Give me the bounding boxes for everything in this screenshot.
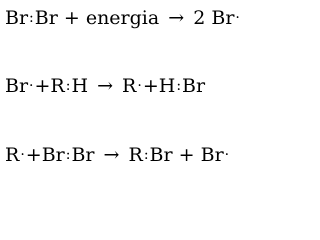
radical-dot: ·: [235, 10, 240, 26]
alkyl-group: R: [5, 144, 20, 166]
plus-sign: +: [34, 75, 51, 97]
electron-pair: :: [29, 10, 34, 26]
bromine-atom: Br: [211, 7, 235, 29]
reaction-arrow: →: [168, 7, 185, 29]
hydrogen-atom: H: [158, 75, 176, 97]
equation-bromine-homolysis: [5, 7, 241, 31]
plus-sign: +: [63, 7, 80, 29]
alkyl-group: R: [128, 144, 143, 166]
energy-term: energia: [85, 7, 160, 29]
electron-pair: :: [65, 78, 71, 94]
bromine-atom: Br: [71, 144, 95, 166]
bromine-atom: Br: [34, 7, 58, 29]
equation-chain-propagation: [5, 144, 230, 168]
alkyl-group: R: [122, 75, 137, 97]
plus-sign: +: [142, 75, 159, 97]
bromine-atom: Br: [5, 75, 29, 97]
reaction-arrow: →: [103, 144, 120, 166]
bromine-atom: Br: [182, 75, 206, 97]
bromine-atom: Br: [5, 7, 29, 29]
bromine-atom: Br: [149, 144, 173, 166]
radical-dot: ·: [224, 147, 230, 163]
electron-pair: :: [143, 147, 149, 163]
plus-sign: +: [178, 144, 195, 166]
alkyl-group: R: [50, 75, 65, 97]
electron-pair: :: [176, 78, 182, 94]
coefficient: 2: [193, 7, 206, 29]
electron-pair: :: [65, 147, 71, 163]
radical-dot: ·: [29, 78, 34, 94]
radical-dot: ·: [137, 78, 142, 94]
bromine-atom: Br: [41, 144, 65, 166]
reaction-arrow: →: [97, 75, 113, 97]
equation-hydrogen-abstraction: [5, 75, 205, 99]
plus-sign: +: [25, 144, 42, 166]
bromine-atom: Br: [200, 144, 224, 166]
radical-dot: ·: [20, 147, 25, 163]
hydrogen-atom: H: [71, 75, 89, 97]
